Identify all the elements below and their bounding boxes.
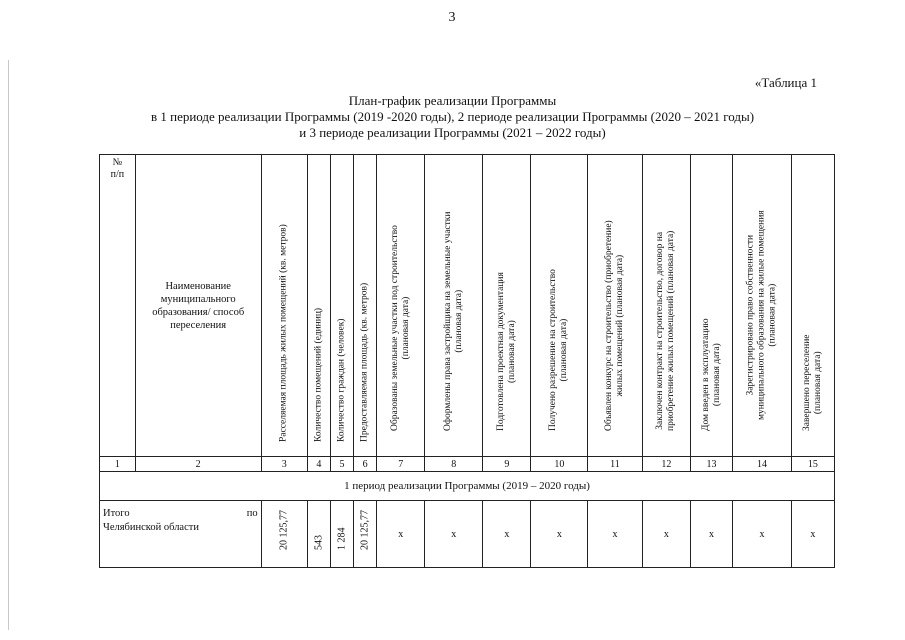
header-col-8-text: Оформлены права застройщика на земельные участки	[442, 211, 453, 431]
column-number: 8	[425, 457, 483, 472]
total-label-b: по	[246, 508, 258, 519]
column-number-row	[100, 457, 835, 472]
header-municipality-label: Наименование муниципального образования/ способ переселения	[152, 280, 245, 331]
scan-edge-line	[8, 60, 9, 630]
column-number: 4	[307, 457, 330, 472]
header-col-14-subtext-2: (плановая дата)	[767, 283, 778, 347]
header-col-10-subtext: (плановая дата)	[559, 318, 570, 382]
table-cell-mark: x	[531, 501, 588, 568]
total-area-cell	[261, 501, 307, 568]
column-number: 5	[330, 457, 353, 472]
table-cell-mark: x	[691, 501, 733, 568]
table-cell-mark: x	[483, 501, 531, 568]
header-col-14-text: Зарегистрировано право собственности	[745, 234, 756, 396]
document-title-line-3: и 3 периоде реализации Программы (2021 – 2022 годы)	[299, 125, 606, 140]
header-number	[100, 155, 136, 457]
header-col-9	[483, 155, 531, 457]
period-label: 1 период реализации Программы (2019 – 2020 годы)	[100, 472, 835, 501]
header-col-14-subtext: муниципального образования на жилые помещения	[756, 210, 767, 420]
header-col-13-subtext: (плановая дата)	[711, 343, 722, 407]
table-cell-mark: x	[733, 501, 792, 568]
header-col-10-text: Получено разрешение на строительство	[548, 269, 559, 431]
total-citizens-value: 1 284	[336, 527, 348, 550]
total-label-a: Итого	[103, 508, 130, 519]
column-number: 14	[733, 457, 792, 472]
total-rooms-cell	[307, 501, 330, 568]
total-area-value: 20 125,77	[278, 510, 290, 550]
header-col-11-subtext: жилых помещений (плановая дата)	[614, 254, 625, 397]
header-col-8-subtext: (плановая дата)	[453, 289, 464, 353]
total-provided-area-value: 20 125,77	[359, 510, 371, 550]
table-row-total	[100, 501, 835, 568]
column-number: 2	[135, 457, 261, 472]
header-col-6	[354, 155, 377, 457]
header-col-4	[307, 155, 330, 457]
column-number: 1	[100, 457, 136, 472]
header-col-5	[330, 155, 353, 457]
header-municipality	[135, 155, 261, 457]
header-col-11-text: Объявлен конкурс на строительство (приобретение)	[603, 220, 614, 431]
header-col-6-text: Предоставляемая площадь (кв. метров)	[359, 282, 370, 442]
header-col-4-text: Количество помещений (единиц)	[313, 307, 324, 442]
column-number: 11	[588, 457, 643, 472]
header-col-7-text: Образованы земельные участки под строительство	[389, 225, 400, 431]
header-col-7	[377, 155, 425, 457]
table-reference: «Таблица 1	[754, 75, 817, 90]
total-label-c: Челябинской области	[103, 522, 199, 533]
column-number: 12	[642, 457, 690, 472]
header-col-12	[642, 155, 690, 457]
header-col-3-text: Расселяемая площадь жилых помещений (кв. метров)	[278, 224, 289, 442]
header-col-8	[425, 155, 483, 457]
page-number: 3	[448, 10, 456, 25]
header-col-15	[791, 155, 834, 457]
total-rooms-value: 543	[313, 535, 325, 550]
header-col-15-text: Завершено переселение	[801, 334, 812, 431]
header-number-label: № п/п	[110, 157, 125, 180]
column-number: 13	[691, 457, 733, 472]
total-provided-area-cell	[354, 501, 377, 568]
total-row-label	[100, 501, 262, 568]
header-col-3	[261, 155, 307, 457]
header-col-9-subtext: (плановая дата)	[506, 320, 517, 383]
table-cell-mark: x	[425, 501, 483, 568]
document-title-line-2: в 1 периоде реализации Программы (2019 -2020 годы), 2 периоде реализации Программы (2020 – 2021 годы)	[150, 109, 755, 124]
schedule-table	[99, 154, 835, 568]
column-number: 7	[377, 457, 425, 472]
header-col-12-subtext: приобретение жилых помещений (плановая дата)	[666, 230, 677, 431]
header-col-9-text: Подготовлена проектная документация	[495, 272, 506, 431]
column-number: 6	[354, 457, 377, 472]
column-number: 9	[483, 457, 531, 472]
column-number: 3	[261, 457, 307, 472]
header-col-13	[691, 155, 733, 457]
header-col-15-subtext: (плановая дата)	[812, 351, 823, 415]
table-cell-mark: x	[588, 501, 643, 568]
period-row	[100, 472, 835, 501]
total-citizens-cell	[330, 501, 353, 568]
header-col-5-text: Количество граждан (человек)	[336, 318, 347, 442]
header-col-14	[733, 155, 792, 457]
header-col-7-subtext: (плановая дата)	[400, 296, 411, 360]
column-number: 15	[791, 457, 834, 472]
column-number: 10	[531, 457, 588, 472]
header-col-13-text: Дом введен в эксплуатацию	[700, 318, 711, 431]
header-col-11	[588, 155, 643, 457]
header-row	[100, 155, 835, 457]
header-col-12-text: Заключен контракт на строительство, договор на	[655, 231, 666, 430]
document-title-line-1: План-график реализации Программы	[348, 93, 557, 108]
header-col-10	[531, 155, 588, 457]
table-cell-mark: x	[642, 501, 690, 568]
table-cell-mark: x	[791, 501, 834, 568]
table-cell-mark: x	[377, 501, 425, 568]
